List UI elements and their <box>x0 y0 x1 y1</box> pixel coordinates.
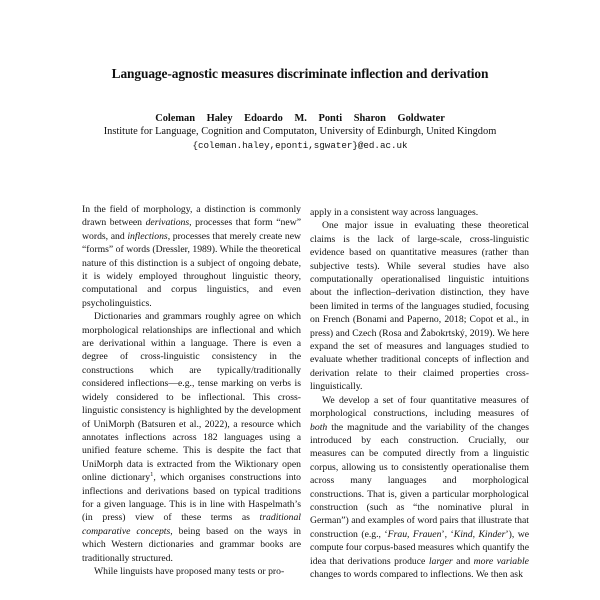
left-paragraph-1: In the field of morphology, a distinction is commonly drawn between derivations, processes that form “new” words, and inflections, processes that merely create new “forms” of words (Dressler, 1989). While the theoretical nature of this distinction is a subject of ongoing debate, it is widely employed throughout linguistic theory, computational and corpus linguistics, and even psycholinguistics. <box>82 204 301 309</box>
paper-title: Language-agnostic measures discriminate inflection and derivation <box>111 66 489 81</box>
right-paragraph-1: One major issue in evaluating these theoretical claims is the lack of large-scale, cross-linguistic evidence based on quantitative measures (rather than subjective tests). While several studies have also computationally operationalised linguistic intuitions about the inflection–derivation distinction, they have been limited in terms of the languages studied, focusing on French (Bonami and Paperno, 2018; Copot et al., in press) and Czech (Rosa and Žabokrtský, 2019). We here expand the set of measures and languages studied to evaluate whether traditional concepts of inflection and derivation relate to their claimed properties cross-linguistically. <box>310 220 529 393</box>
right-paragraph-2: We develop a set of four quantitative measures of morphological constructions, including measures of both the magnitude and the variability of the changes introduced by each construction. Crucially, our measures can be computed directly from a linguistic corpus, allowing us to consistently operationalise them across many languages and morphological constructions. That is, given a particular morphological construction (such as “the nominative plural in German”) and examples of word pairs that illustrate that construction (e.g., ‘Frau, Frauen’, ‘Kind, Kinder’), we compute four corpus-based measures which quantify the idea that derivations produce larger and more variable changes to words compared to inflections. We then ask <box>310 394 529 580</box>
right-paragraph-0: apply in a consistent way across languages. <box>310 207 479 218</box>
left-paragraph-3: While linguists have proposed many tests or pro- <box>94 565 285 577</box>
left-column <box>82 203 301 578</box>
right-column <box>310 206 529 581</box>
author-emails: {coleman.haley,eponti,sgwater}@ed.ac.uk <box>192 140 408 151</box>
footnote-marker: 1 <box>150 470 154 478</box>
left-paragraph-2: Dictionaries and grammars roughly agree on which morphological relationships are inflectional and which are derivational within a language. There is even a degree of cross-linguistic consistency in the constructions which are typically/traditionally considered inflections—e.g., tense marking on verbs is widely considered to be inflectional. This cross-linguistic consistency is highlighted by the development of UniMorph (Batsuren et al., 2022), a resource which annotates inflections across 182 languages using a unified feature scheme. This is despite the fact that UniMorph data is extracted from the Wiktionary open online dictionary$^1$, which organises constructions into inflections and derivations based on typical traditions for a given language. This is in line with Haspelmath’s (in press) view of these terms as traditional comparative concepts, being based on the ways in which Western dictionaries and grammar books are traditionally structured. <box>82 311 301 564</box>
affiliation: Institute for Language, Cognition and Computaton, University of Edinburgh, United Kingdom <box>103 126 497 137</box>
author-list: Coleman Haley Edoardo M. Ponti Sharon Goldwater <box>155 113 445 124</box>
